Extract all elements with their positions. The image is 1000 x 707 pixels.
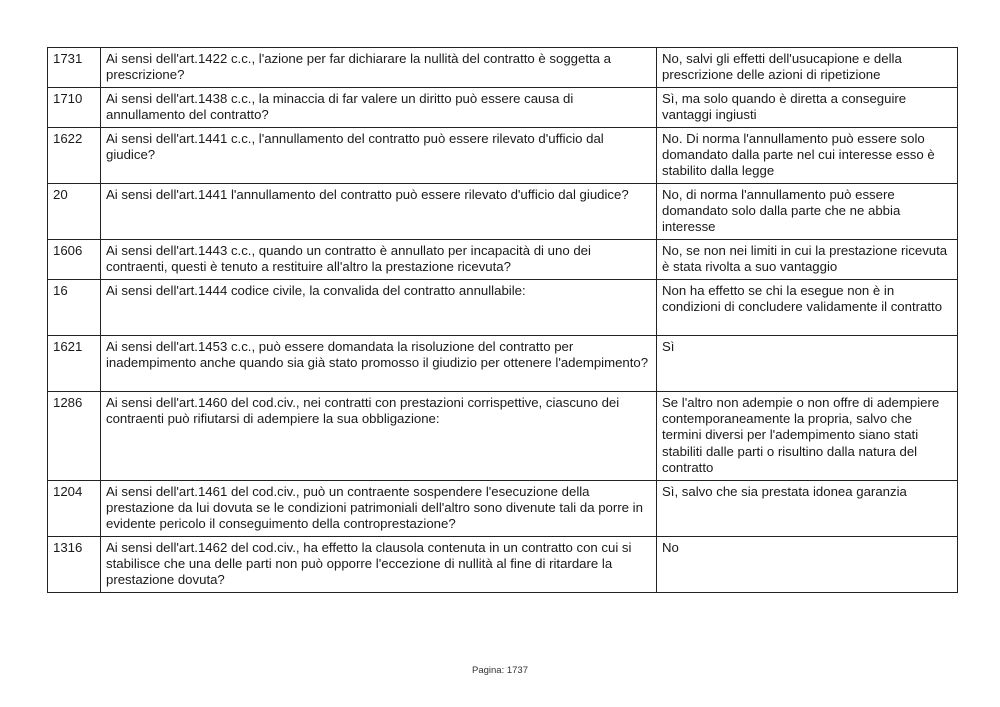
table-row	[48, 184, 958, 240]
table-row	[48, 392, 958, 481]
question-id: 1204	[48, 481, 101, 537]
answer-text: Sì, ma solo quando è diretta a conseguire vantaggi ingiusti	[657, 88, 958, 128]
table-row	[48, 537, 958, 593]
table-row	[48, 48, 958, 88]
question-id: 1286	[48, 392, 101, 481]
question-id: 1622	[48, 128, 101, 184]
answer-text: Sì, salvo che sia prestata idonea garanzia	[657, 481, 958, 537]
question-id: 1606	[48, 240, 101, 280]
question-text: Ai sensi dell'art.1461 del cod.civ., può un contraente sospendere l'esecuzione della prestazione da lui dovuta se le condizioni patrimoniali dell'altro sono divenute tali da porre in evidente pericolo il conseguimento della controprestazione?	[101, 481, 657, 537]
page-number: Pagina: 1737	[472, 665, 528, 676]
table-row	[48, 128, 958, 184]
question-text: Ai sensi dell'art.1441 l'annullamento del contratto può essere rilevato d'ufficio dal giudice?	[101, 184, 657, 240]
question-id: 20	[48, 184, 101, 240]
question-text: Ai sensi dell'art.1460 del cod.civ., nei contratti con prestazioni corrispettive, ciascuno dei contraenti può rifiutarsi di adempiere la sua obbligazione:	[101, 392, 657, 481]
question-text: Ai sensi dell'art.1422 c.c., l'azione per far dichiarare la nullità del contratto è soggetta a prescrizione?	[101, 48, 657, 88]
quiz-table	[47, 47, 958, 593]
question-id: 16	[48, 280, 101, 336]
table-row	[48, 336, 958, 392]
answer-text: No. Di norma l'annullamento può essere solo domandato dalla parte nel cui interesse esso è stabilito dalla legge	[657, 128, 958, 184]
question-id: 1731	[48, 48, 101, 88]
question-text: Ai sensi dell'art.1438 c.c., la minaccia di far valere un diritto può essere causa di annullamento del contratto?	[101, 88, 657, 128]
question-id: 1621	[48, 336, 101, 392]
answer-text: No	[657, 537, 958, 593]
answer-text: Non ha effetto se chi la esegue non è in condizioni di concludere validamente il contratto	[657, 280, 958, 336]
answer-text: No, se non nei limiti in cui la prestazione ricevuta è stata rivolta a suo vantaggio	[657, 240, 958, 280]
table-row	[48, 88, 958, 128]
question-text: Ai sensi dell'art.1444 codice civile, la convalida del contratto annullabile:	[101, 280, 657, 336]
answer-text: Se l'altro non adempie o non offre di adempiere contemporaneamente la propria, salvo che termini diversi per l'adempimento siano stati stabiliti dalle parti o risultino dalla natura del contratto	[657, 392, 958, 481]
answer-text: No, di norma l'annullamento può essere domandato solo dalla parte che ne abbia interesse	[657, 184, 958, 240]
answer-text: Sì	[657, 336, 958, 392]
question-id: 1316	[48, 537, 101, 593]
table-row	[48, 481, 958, 537]
table-row	[48, 280, 958, 336]
question-text: Ai sensi dell'art.1453 c.c., può essere domandata la risoluzione del contratto per inadempimento anche quando sia già stato promosso il giudizio per ottenere l'adempimento?	[101, 336, 657, 392]
answer-text: No, salvi gli effetti dell'usucapione e della prescrizione delle azioni di ripetizione	[657, 48, 958, 88]
question-id: 1710	[48, 88, 101, 128]
question-text: Ai sensi dell'art.1443 c.c., quando un contratto è annullato per incapacità di uno dei contraenti, questi è tenuto a restituire all'altro la prestazione ricevuta?	[101, 240, 657, 280]
table-row	[48, 240, 958, 280]
question-text: Ai sensi dell'art.1441 c.c., l'annullamento del contratto può essere rilevato d'ufficio dal giudice?	[101, 128, 657, 184]
question-text: Ai sensi dell'art.1462 del cod.civ., ha effetto la clausola contenuta in un contratto con cui si stabilisce che una delle parti non può opporre l'eccezione di nullità al fine di ritardare la prestazione dovuta?	[101, 537, 657, 593]
